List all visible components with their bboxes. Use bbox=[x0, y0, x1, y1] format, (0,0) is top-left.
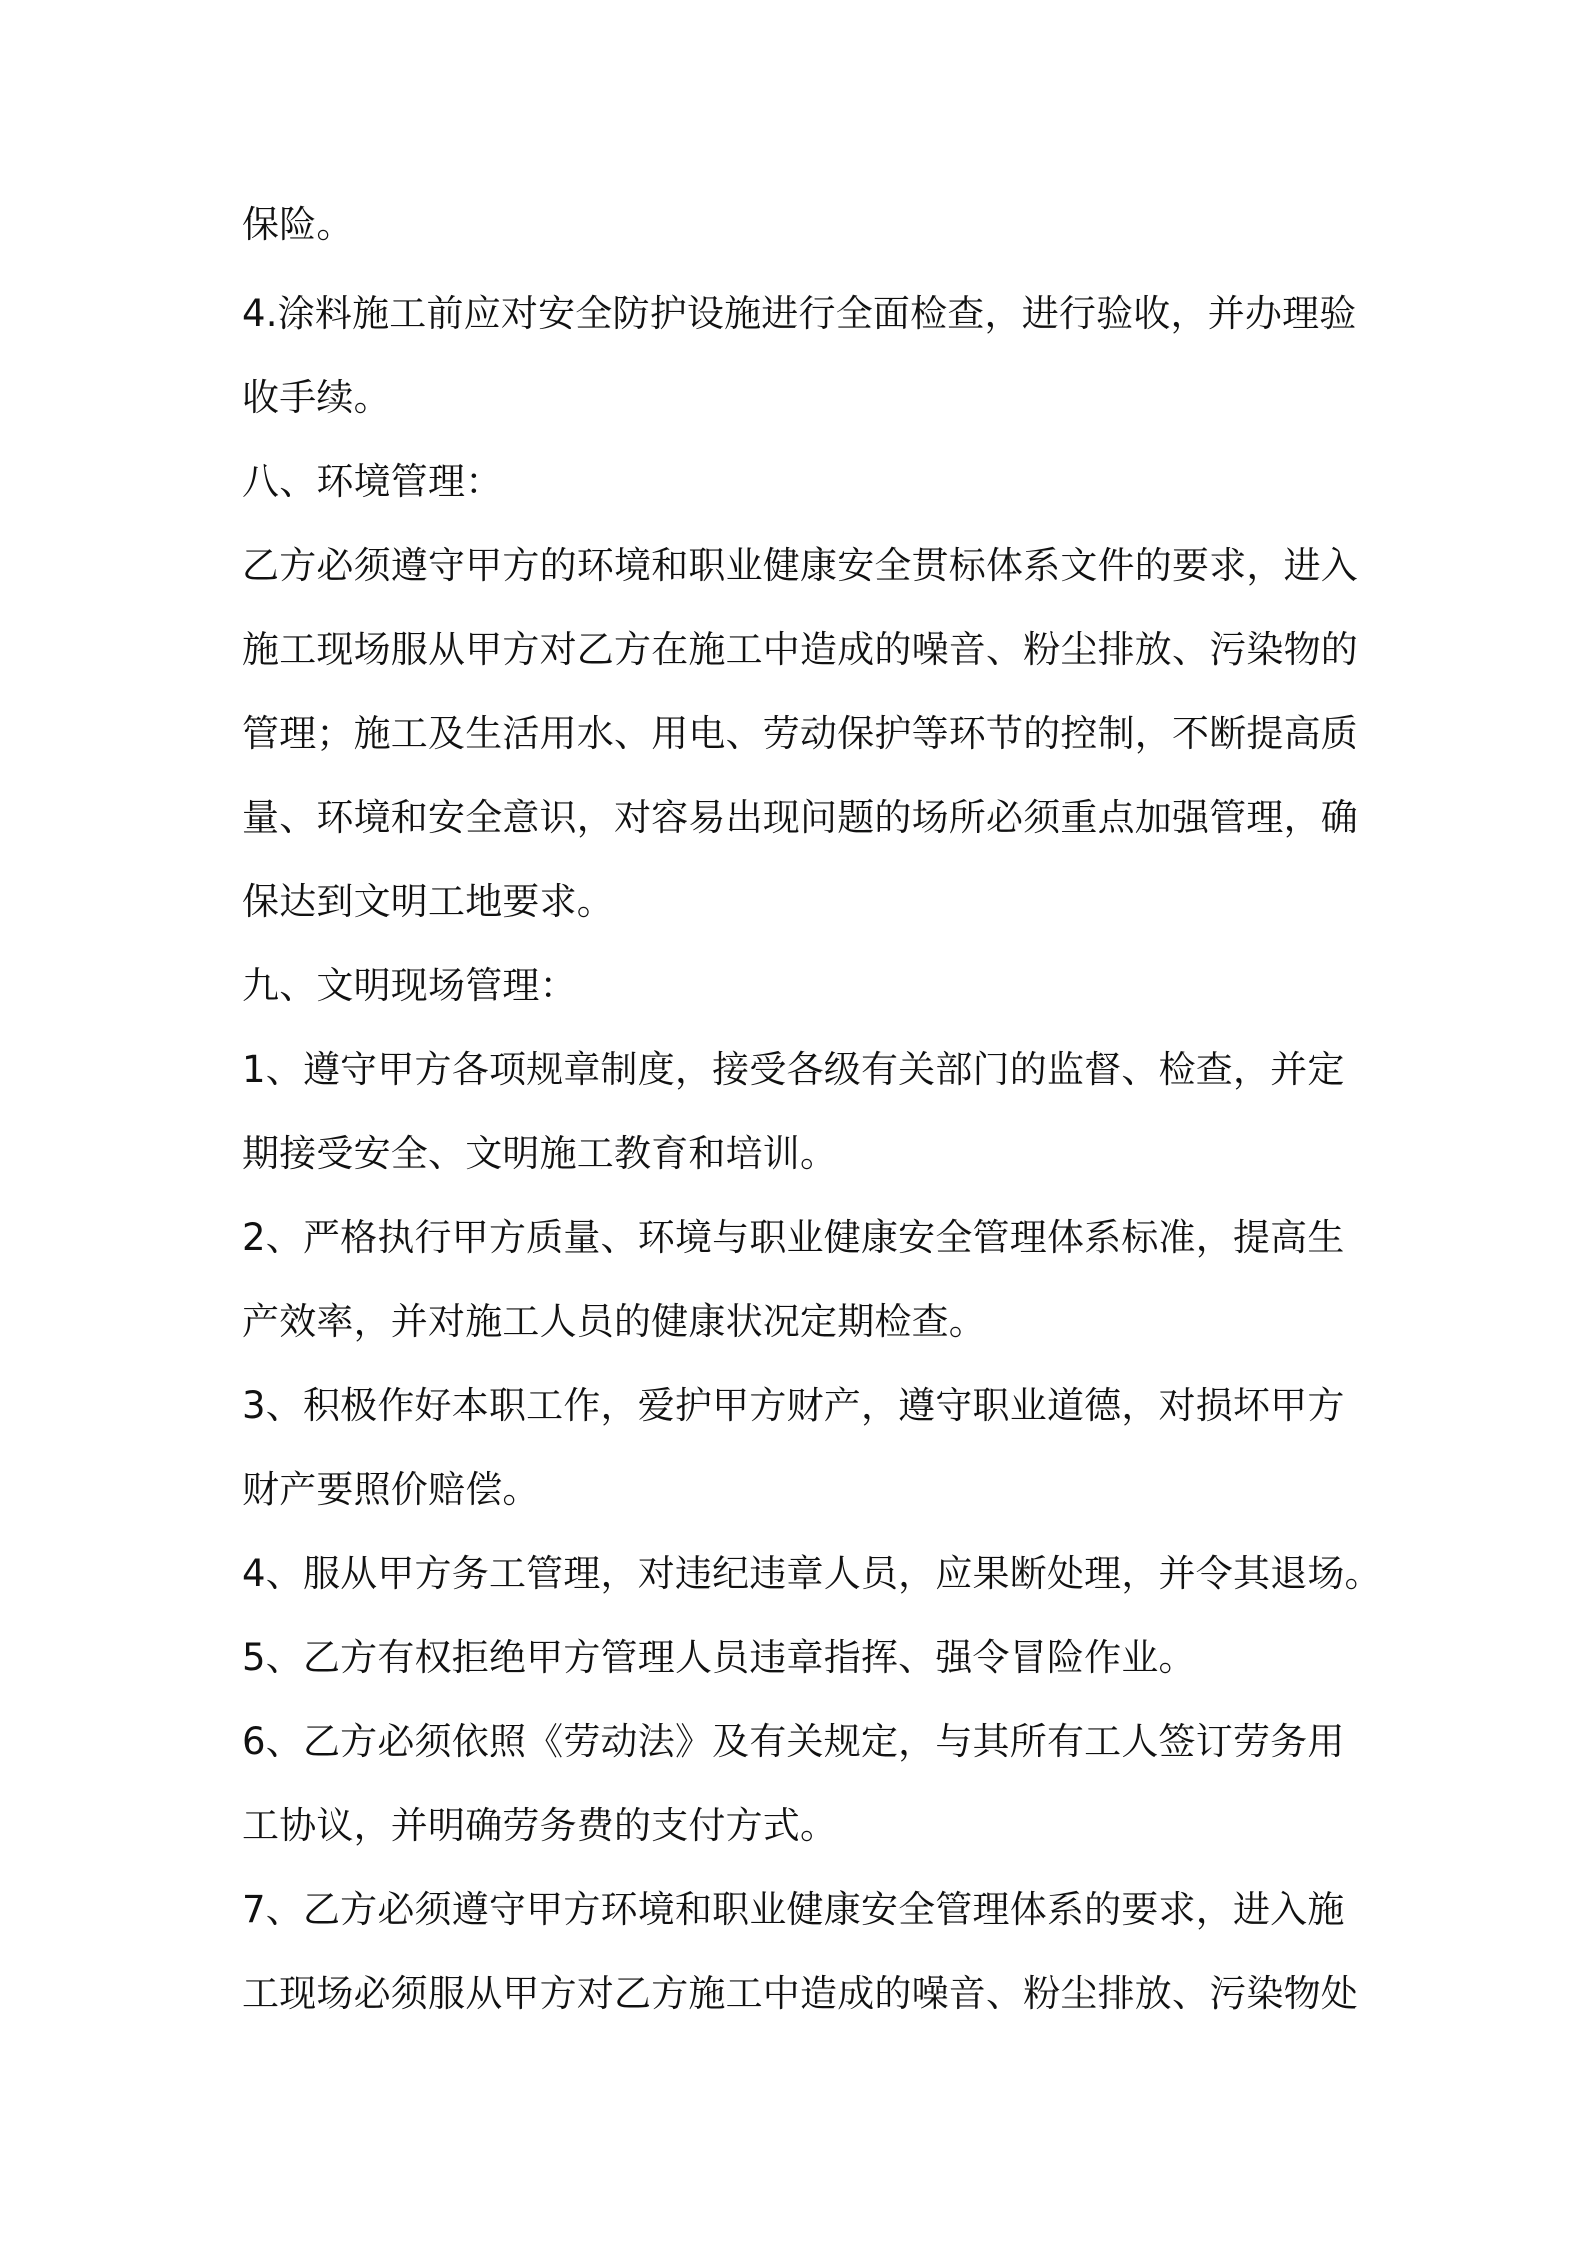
text-line: 3、积极作好本职工作，爱护甲方财产，遵守职业道德，对损坏甲方 bbox=[242, 1384, 1345, 1427]
text-line: 财产要照价赔偿。 bbox=[242, 1468, 540, 1511]
text-line: 收手续。 bbox=[242, 376, 391, 419]
text-line: 工现场必须服从甲方对乙方施工中造成的噪音、粉尘排放、污染物处 bbox=[242, 1972, 1358, 2015]
text-line: 7、乙方必须遵守甲方环境和职业健康安全管理体系的要求，进入施 bbox=[242, 1888, 1345, 1931]
text-line: 施工现场服从甲方对乙方在施工中造成的噪音、粉尘排放、污染物的 bbox=[242, 628, 1358, 671]
text-line: 4.涂料施工前应对安全防护设施进行全面检查，进行验收，并办理验 bbox=[242, 292, 1357, 335]
text-line: 管理；施工及生活用水、用电、劳动保护等环节的控制，不断提高质 bbox=[242, 712, 1358, 755]
text-line: 1、遵守甲方各项规章制度，接受各级有关部门的监督、检查，并定 bbox=[242, 1048, 1345, 1091]
text-line: 5、乙方有权拒绝甲方管理人员违章指挥、强令冒险作业。 bbox=[242, 1636, 1196, 1679]
text-line: 保达到文明工地要求。 bbox=[242, 880, 614, 923]
section-heading: 八、环境管理： bbox=[242, 460, 503, 503]
text-line: 工协议，并明确劳务费的支付方式。 bbox=[242, 1804, 838, 1847]
text-line: 4、服从甲方务工管理，对违纪违章人员，应果断处理，并令其退场。 bbox=[242, 1552, 1382, 1595]
section-heading: 九、文明现场管理： bbox=[242, 964, 577, 1007]
text-line: 期接受安全、文明施工教育和培训。 bbox=[242, 1132, 838, 1175]
text-line: 量、环境和安全意识，对容易出现问题的场所必须重点加强管理，确 bbox=[242, 796, 1358, 839]
text-line: 保险。 bbox=[242, 203, 354, 246]
text-line: 6、乙方必须依照《劳动法》及有关规定，与其所有工人签订劳务用 bbox=[242, 1720, 1345, 1763]
text-line: 2、严格执行甲方质量、环境与职业健康安全管理体系标准，提高生 bbox=[242, 1216, 1345, 1259]
text-line: 产效率，并对施工人员的健康状况定期检查。 bbox=[242, 1300, 986, 1343]
text-line: 乙方必须遵守甲方的环境和职业健康安全贯标体系文件的要求，进入 bbox=[242, 544, 1358, 587]
